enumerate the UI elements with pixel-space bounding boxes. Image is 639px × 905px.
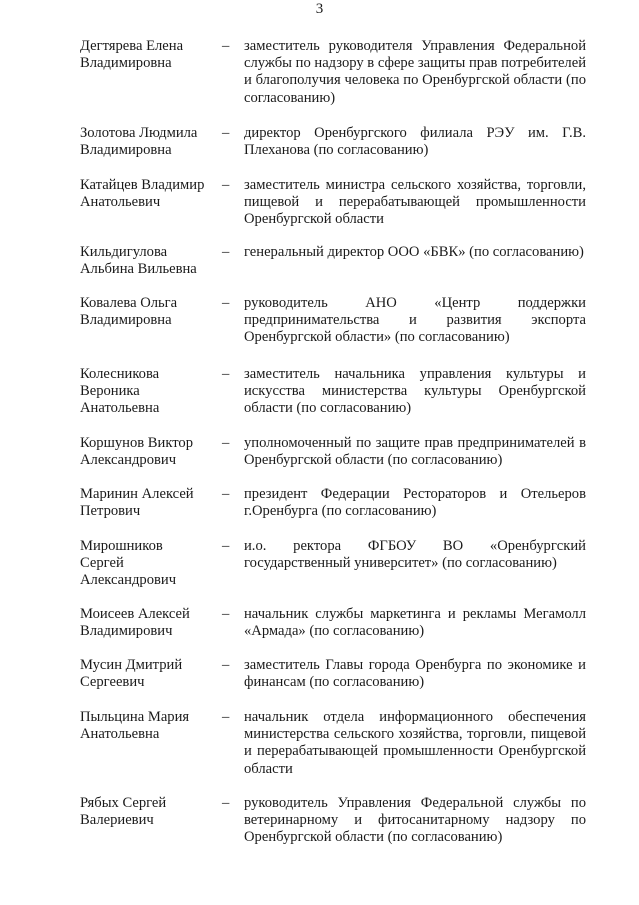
member-role: директор Оренбургского филиала РЭУ им. Г.В. Плеханова (по согласованию) (244, 125, 586, 159)
dash-separator: – (222, 366, 230, 382)
member-role: заместитель руководителя Управления Федеральной службы по надзору в сфере защиты прав потребителей и благополучия человека по Оренбургской области (по согласованию) (244, 38, 587, 106)
dash-separator: – (222, 657, 230, 673)
member-role: заместитель Главы города Оренбурга по экономике и финансам (по согласованию) (244, 657, 586, 691)
member-name: Ковалева Ольга Владимировна (80, 295, 178, 329)
member-role: заместитель министра сельского хозяйства, торговли, пищевой и перерабатывающей промышленности Оренбургской области (244, 177, 586, 228)
member-name: Коршунов Виктор Александрович (80, 435, 194, 469)
member-name: Мирошников Сергей Александрович (80, 538, 177, 589)
dash-separator: – (222, 244, 230, 260)
member-name: Катайцев Владимир Анатольевич (80, 177, 205, 211)
dash-separator: – (222, 435, 230, 451)
member-name: Колесникова Вероника Анатольевна (80, 366, 160, 417)
member-name: Золотова Людмила Владимировна (80, 125, 198, 159)
member-name: Моисеев Алексей Владимирович (80, 606, 190, 640)
dash-separator: – (222, 606, 230, 622)
dash-separator: – (222, 795, 230, 811)
dash-separator: – (222, 38, 230, 54)
member-name: Рябых Сергей Валериевич (80, 795, 167, 829)
dash-separator: – (222, 125, 230, 141)
member-name: Кильдигулова Альбина Вильевна (80, 244, 197, 278)
member-role: руководитель АНО «Центр поддержки предпринимательства и развития экспорта Оренбургской области» (по согласованию) (244, 295, 586, 346)
dash-separator: – (222, 538, 230, 554)
dash-separator: – (222, 295, 230, 311)
member-name: Дегтярева Елена Владимировна (80, 38, 184, 72)
member-role: начальник отдела информационного обеспечения министерства сельского хозяйства, торговли, пищевой и перерабатывающей промышленности Оренбургской области (244, 709, 586, 777)
dash-separator: – (222, 177, 230, 193)
member-role: заместитель начальника управления культуры и искусства министерства культуры Оренбургской области (по согласованию) (244, 366, 586, 417)
member-role: уполномоченный по защите прав предпринимателей в Оренбургской области (по согласованию) (244, 435, 586, 469)
member-role: и.о. ректора ФГБОУ ВО «Оренбургский государственный университет» (по согласованию) (244, 538, 586, 572)
dash-separator: – (222, 709, 230, 725)
member-role: руководитель Управления Федеральной службы по ветеринарному и фитосанитарному надзору по Оренбургской области (по согласованию) (244, 795, 586, 846)
member-name: Мусин Дмитрий Сергеевич (80, 657, 183, 691)
member-name: Пыльцина Мария Анатольевна (80, 709, 190, 743)
page-number: 3 (315, 1, 324, 17)
member-role: начальник службы маркетинга и рекламы Мегамолл «Армада» (по согласованию) (244, 606, 586, 640)
dash-separator: – (222, 486, 230, 502)
member-name: Маринин Алексей Петрович (80, 486, 194, 520)
member-role: президент Федерации Рестораторов и Отельеров г.Оренбурга (по согласованию) (244, 486, 586, 520)
member-role: генеральный директор ООО «БВК» (по согласованию) (244, 244, 584, 260)
